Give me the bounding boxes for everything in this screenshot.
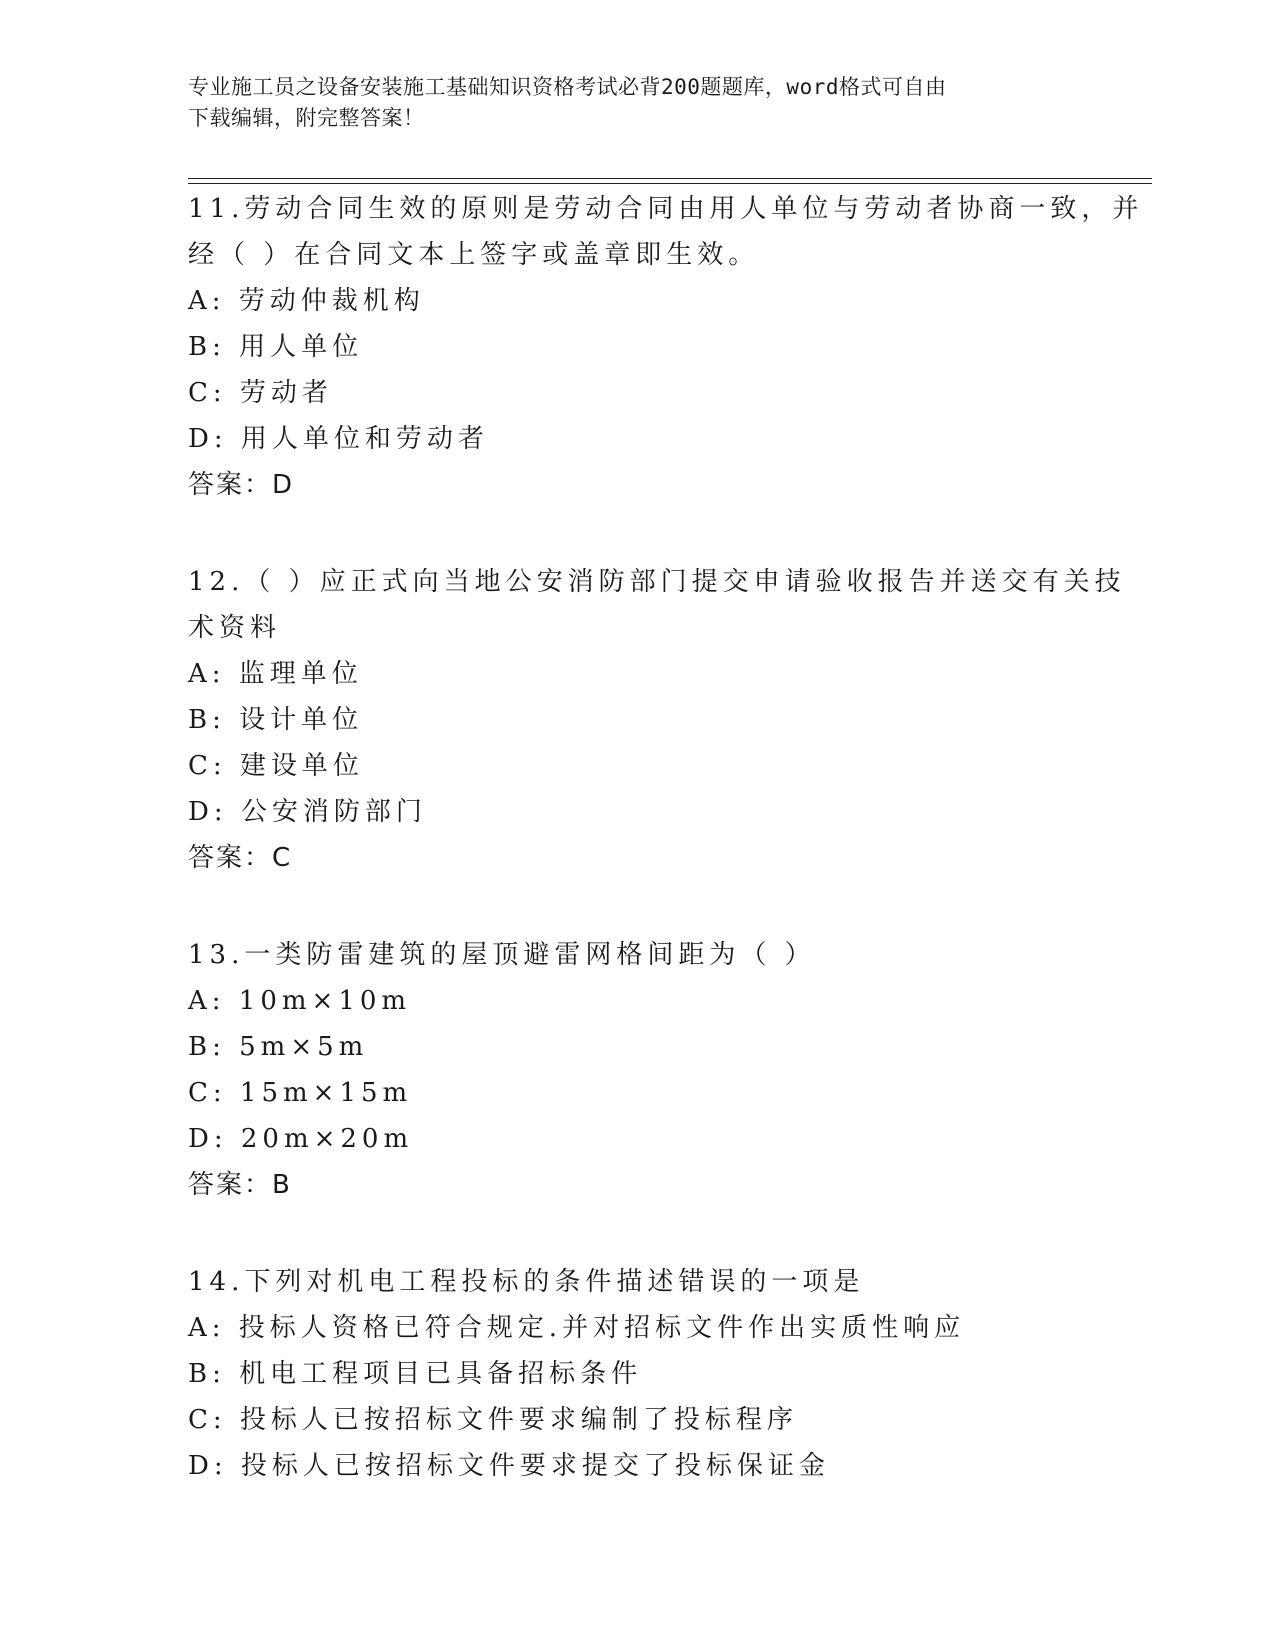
option-d: D: 公安消防部门 bbox=[188, 797, 427, 827]
question-stem-line: 14.下列对机电工程投标的条件描述错误的一项是 bbox=[188, 1267, 865, 1297]
question-stem-line: 13.一类防雷建筑的屋顶避雷网格间距为（ ） bbox=[188, 940, 816, 970]
question-11 bbox=[188, 186, 1144, 508]
question-12 bbox=[188, 559, 1126, 881]
option-d: D: 用人单位和劳动者 bbox=[188, 424, 489, 454]
question-stem-line: 12.（ ）应正式向当地公安消防部门提交申请验收报告并送交有关技 bbox=[188, 567, 1126, 597]
question-stem-line: 经（ ）在合同文本上签字或盖章即生效。 bbox=[188, 240, 760, 270]
option-a: A: 监理单位 bbox=[188, 659, 363, 689]
option-d: D: 投标人已按招标文件要求提交了投标保证金 bbox=[188, 1451, 830, 1481]
option-b: B: 5m×5m bbox=[188, 1032, 369, 1062]
option-b: B: 机电工程项目已具备招标条件 bbox=[188, 1359, 643, 1389]
option-b: B: 设计单位 bbox=[188, 705, 364, 735]
answer-line: 答案：B bbox=[188, 1170, 292, 1200]
question-stem-line: 11.劳动合同生效的原则是劳动合同由用人单位与劳动者协商一致，并 bbox=[188, 194, 1144, 224]
question-13 bbox=[188, 932, 1088, 1208]
option-a: A: 投标人资格已符合规定.并对招标文件作出实质性响应 bbox=[188, 1313, 966, 1343]
question-14 bbox=[188, 1259, 1088, 1489]
question-list bbox=[188, 186, 1144, 1540]
answer-line: 答案：D bbox=[188, 470, 295, 500]
option-a: A: 10m×10m bbox=[188, 986, 412, 1016]
answer-line: 答案：C bbox=[188, 843, 293, 873]
option-a: A: 劳动仲裁机构 bbox=[188, 286, 425, 316]
option-c: C: 投标人已按招标文件要求编制了投标程序 bbox=[188, 1405, 798, 1435]
document-header bbox=[188, 72, 1088, 134]
option-c: C: 建设单位 bbox=[188, 751, 364, 781]
option-d: D: 20m×20m bbox=[188, 1124, 414, 1154]
header-divider-bottom bbox=[188, 183, 1152, 184]
option-c: C: 劳动者 bbox=[188, 378, 333, 408]
header-line-2: 下载编辑，附完整答案！ bbox=[188, 106, 425, 130]
option-c: C: 15m×15m bbox=[188, 1078, 413, 1108]
header-divider-top bbox=[188, 178, 1152, 179]
header-line-1: 专业施工员之设备安装施工基础知识资格考试必背200题题库，word格式可自由 bbox=[188, 75, 947, 99]
option-b: B: 用人单位 bbox=[188, 332, 364, 362]
question-stem-line: 术资料 bbox=[188, 613, 282, 643]
